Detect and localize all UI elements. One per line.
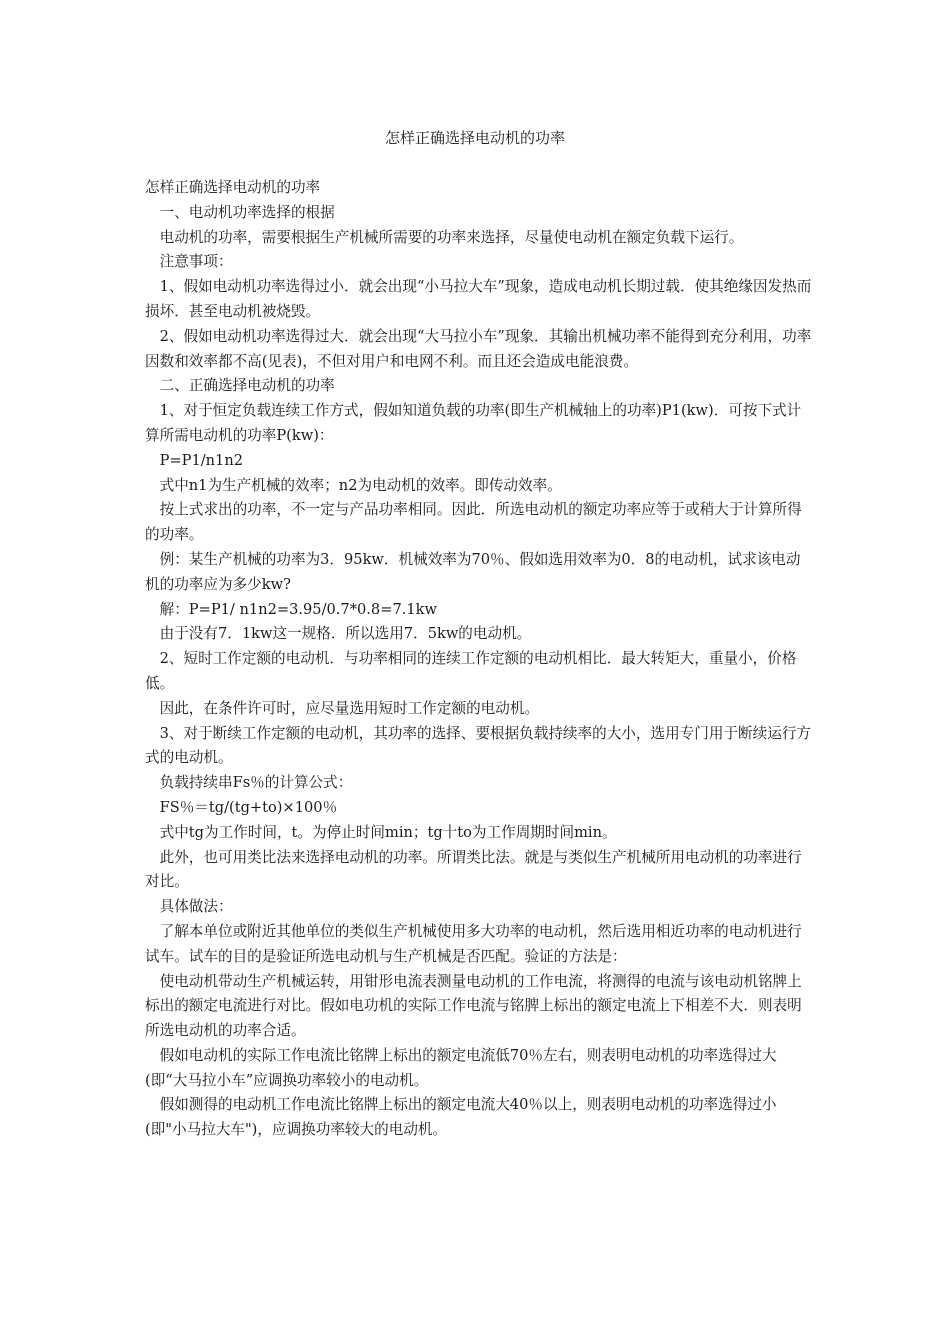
paragraph: 具体做法： (159, 898, 233, 916)
paragraph: 解：P=P1/ n1n2=3.95/0.7*0.8=7.1kw (159, 600, 437, 618)
document-body (145, 176, 813, 1143)
paragraph: 了解本单位或附近其他单位的类似生产机械使用多大功率的电动机，然后选用相近功率的电动机进行试车。试车的目的是验证所选电动机与生产机械是否匹配。验证的方法是： (145, 922, 802, 965)
paragraph: 2、短时工作定额的电动机．与功率相同的连续工作定额的电动机相比．最大转矩大，重量小，价格低。 (145, 650, 797, 692)
paragraph: 2、假如电动机功率选得过大．就会出现“大马拉小车”现象．其输出机械功率不能得到充分利用，功率因数和效率都不高(见表)，不但对用户和电网不利。而且还会造成电能浪费。 (145, 327, 812, 370)
formula: P=P1/n1n2 (159, 451, 244, 469)
paragraph: 由于没有7．1kw这一规格．所以选用7．5kw的电动机。 (159, 625, 532, 643)
paragraph: 3、对于断续工作定额的电动机，其功率的选择、要根据负载持续率的大小，选用专门用于断续运行方式的电动机。 (145, 724, 812, 767)
paragraph: 怎样正确选择电动机的功率 (145, 179, 321, 196)
document-title: 怎样正确选择电动机的功率 (384, 129, 565, 147)
paragraph: 1、假如电动机功率选得过小．就会出现“小马拉大车”现象，造成电动机长期过载．使其绝缘因发热而损坏．甚至电动机被烧毁。 (145, 278, 812, 320)
paragraph: 二、正确选择电动机的功率 (159, 377, 335, 395)
paragraph: 负载持续串Fs％的计算公式： (159, 774, 353, 792)
paragraph: 因此，在条件许可时，应尽量选用短时工作定额的电动机。 (159, 699, 540, 717)
paragraph: 式中n1为生产机械的效率；n2为电动机的效率。即传动效率。 (159, 476, 562, 494)
paragraph: 式中tg为工作时间，t。为停止时间min；tg十to为工作周期时间min。 (159, 823, 617, 841)
paragraph: 一、电动机功率选择的根据 (159, 203, 335, 221)
paragraph: 使电动机带动生产机械运转，用钳形电流表测量电动机的工作电流，将测得的电流与该电动机铭牌上标出的额定电流进行对比。假如电功机的实际工作电流与铭脾上标出的额定电流上下相差不大．则表明所选电动机的功率合适。 (145, 972, 802, 1040)
paragraph: 假如电动机的实际工作电流比铭牌上标出的额定电流低70％左右，则表明电动机的功率选得过大(即“大马拉小车”应调换功率较小的电动机。 (145, 1046, 777, 1089)
paragraph: 电动机的功率，需要根据生产机械所需要的功率来选择，尽量使电动机在额定负载下运行。 (159, 228, 744, 246)
paragraph: 1、对于恒定负载连续工作方式，假如知道负载的功率(即生产机械轴上的功率)P1(kw)．可按下式计算所需电动机的功率P(kw)： (145, 402, 802, 444)
paragraph: 此外，也可用类比法来选择电动机的功率。所谓类比法。就是与类似生产机械所用电动机的功率进行对比。 (145, 848, 802, 891)
formula: FS％＝tg/(tg+to)×100％ (159, 798, 338, 816)
paragraph: 按上式求出的功率，不一定与产品功率相同。因此．所选电动机的额定功率应等于或稍大于计算所得的功率。 (145, 501, 802, 544)
paragraph: 注意事项： (159, 253, 233, 271)
paragraph: 假如测得的电动机工作电流比铭牌上标出的额定电流大40％以上，则表明电动机的功率选得过小(即"小马拉大车")，应调换功率较大的电动机。 (145, 1096, 777, 1139)
paragraph: 例：某生产机械的功率为3．95kw．机械效率为70％、假如选用效率为0．8的电动机，试求该电动机的功率应为多少kw? (145, 550, 801, 593)
